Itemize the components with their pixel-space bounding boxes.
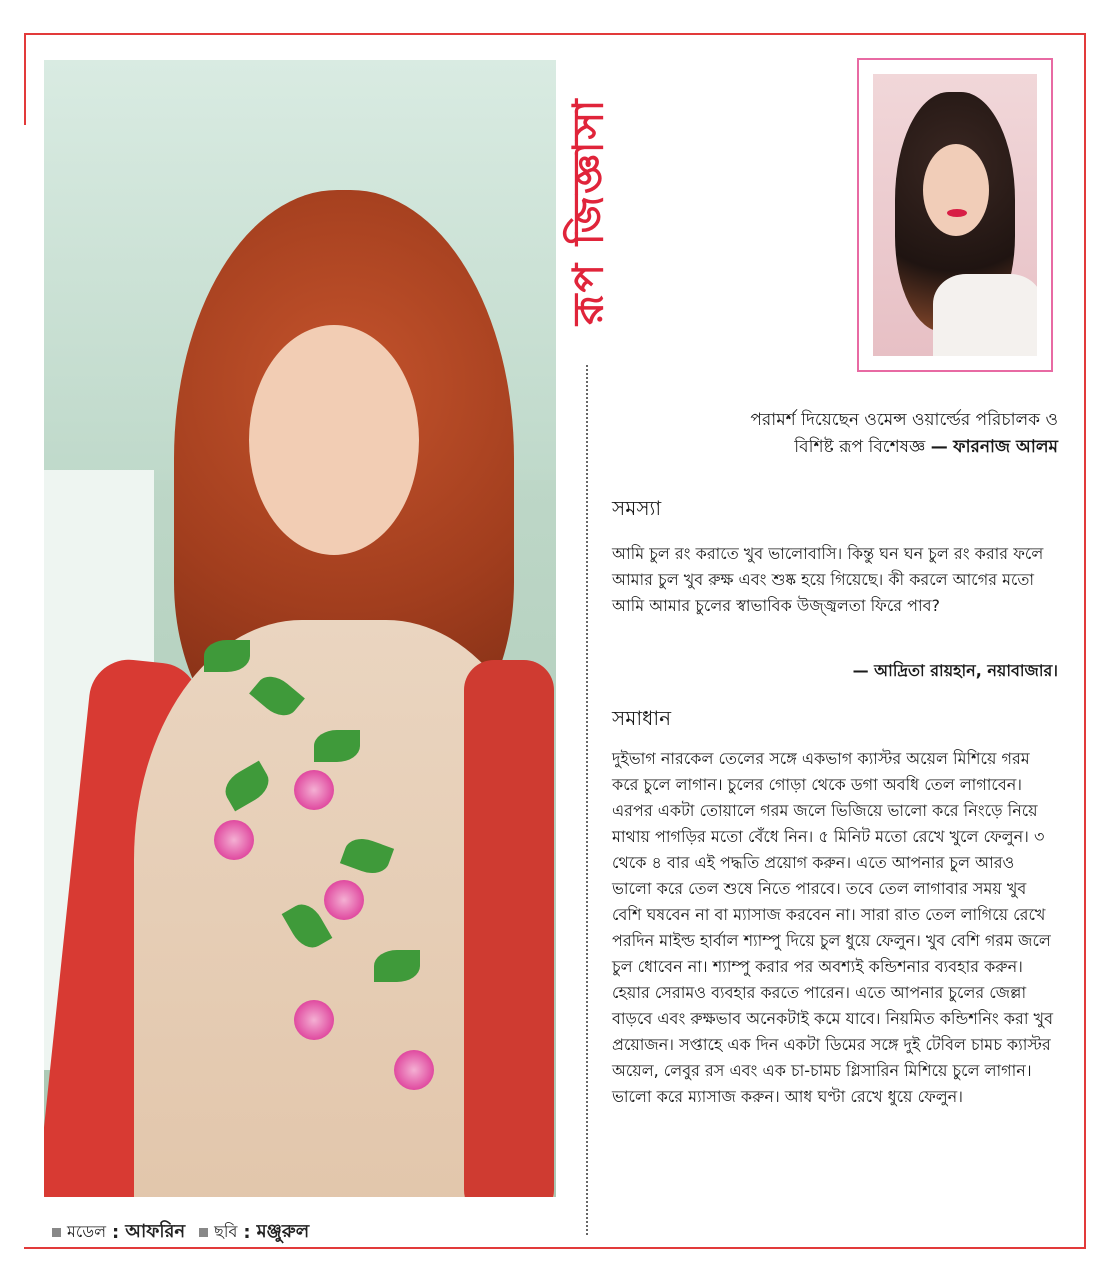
advice-line-1: পরামর্শ দিয়েছেন ওমেন্স ওয়ার্ল্ডের পরিচালক ও [750, 410, 1058, 430]
leaf [204, 640, 250, 672]
expert-face [923, 144, 989, 236]
model-photo [44, 60, 556, 1197]
frame-right-line [1084, 33, 1086, 1248]
flower [214, 820, 254, 860]
flower [294, 1000, 334, 1040]
dotted-divider [586, 365, 588, 1235]
photographer-name: মঞ্জুরুল [256, 1221, 310, 1242]
leaf [374, 950, 420, 982]
advice-line-2-text: বিশিষ্ট রূপ বিশেষজ্ঞ [794, 437, 926, 457]
bougainvillea-branch [194, 620, 454, 1120]
flower [394, 1050, 434, 1090]
expert-name: ফারনাজ আলম [953, 437, 1058, 457]
photo-credits [52, 1217, 309, 1248]
square-bullet-icon [199, 1228, 208, 1237]
credit-separator: : [243, 1222, 251, 1243]
solution-heading: সমাধান [612, 706, 672, 730]
problem-text: আমি চুল রং করাতে খুব ভালোবাসি। কিন্তু ঘন ঘন চুল রং করার ফলে আমার চুল খুব রুক্ষ এবং শুষ্ক হয়ে গিয়েছে। কী করলে আগের মতো আমি আমার চুলের স্বাভাবিক উজ্জ্বলতা ফিরে পাব? [612, 544, 1044, 615]
flower [294, 770, 334, 810]
model-name: আফরিন [125, 1221, 186, 1242]
advice-byline [600, 407, 1058, 461]
leaf [219, 761, 275, 812]
expert-lips [947, 209, 967, 217]
photo-label: ছবি [214, 1222, 238, 1241]
advice-dash: — [930, 437, 948, 457]
leaf [314, 730, 360, 762]
expert-dress [933, 274, 1037, 356]
problem-heading: সমস্যা [612, 496, 662, 520]
model-label: মডেল [67, 1222, 107, 1241]
expert-photo-frame [857, 58, 1053, 372]
advice-line-2 [600, 434, 1058, 461]
model-face [249, 325, 419, 555]
leaf [340, 833, 394, 879]
frame-top-line [24, 33, 1086, 35]
expert-photo [873, 74, 1037, 356]
square-bullet-icon [52, 1228, 61, 1237]
frame-left-line [24, 33, 26, 125]
credit-separator: : [112, 1222, 120, 1243]
solution-text: দুইভাগ নারকেল তেলের সঙ্গে একভাগ ক্যাস্টর অয়েল মিশিয়ে গরম করে চুলে লাগান। চুলের গোড়া থেকে ডগা অবধি তেল লাগাবেন। এরপর একটা তোয়ালে গরম জলে ভিজিয়ে ভালো করে নিংড়ে নিয়ে মাথায় পাগড়ির মতো বেঁধে নিন। ৫ মিনিট মতো রেখে খুলে ফেলুন। ৩ থেকে ৪ বার এই পদ্ধতি প্রয়োগ করুন। এতে আপনার চুল আরও ভালো করে তেল শুষে নিতে পারবে। তবে তেল লাগাবার সময় খুব বেশি ঘষবেন না বা ম্যাসাজ করবেন না। সারা রাত তেল লাগিয়ে রেখে পরদিন মাইল্ড হার্বাল শ্যাম্পু দিয়ে চুল ধুয়ে ফেলুন। খুব বেশি গরম জলে চুল ধোবেন না। শ্যাম্পু করার পর অবশ্যই কন্ডিশনার ব্যবহার করুন। হেয়ার সেরামও ব্যবহার করতে পারেন। এতে আপনার চুলের জেল্লা বাড়বে এবং রুক্ষভাব অনেকটাই কমে যাবে। নিয়মিত কন্ডিশনিং করা খুব প্রয়োজন। সপ্তাহে এক দিন একটা ডিমের সঙ্গে দুই টেবিল চামচ ক্যাস্টর অয়েল, লেবুর রস এবং এক চা-চামচ গ্লিসারিন মিশিয়ে চুলে লাগান। ভালো করে ম্যাসাজ করুন। আধ ঘণ্টা রেখে ধুয়ে ফেলুন। [612, 749, 1053, 1106]
model-scarf-right [464, 660, 554, 1197]
flower [324, 880, 364, 920]
problem-signature: — আদ্রিতা রায়হান, নয়াবাজার। [852, 661, 1058, 680]
column-title: রূপ জিজ্ঞাসা [563, 97, 613, 325]
leaf [249, 669, 305, 723]
